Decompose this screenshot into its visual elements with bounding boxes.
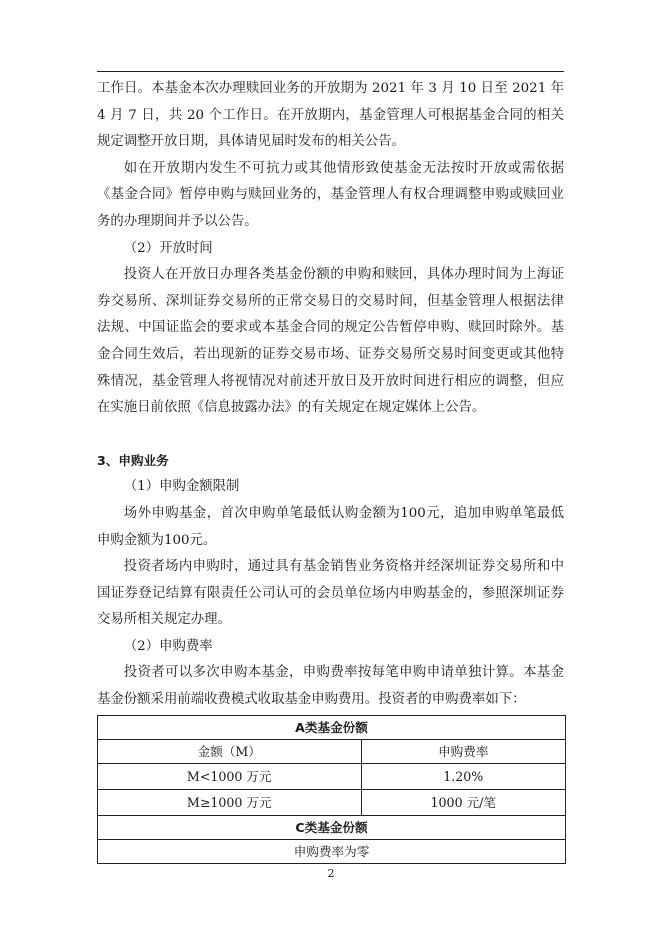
col-amount-header: 金额（M） [98,739,362,763]
section-3-heading: 3、申购业务 [97,452,169,468]
section-gap [97,422,564,448]
paragraph-open-time: 投资人在开放日办理各类基金份额的申购和赎回，具体办理时间为上海证券交易所、深圳证券交易所的正常交易日的交易时间，但基金管理人根据法律法规、中国证监会的要求或本基金合同的规定公告暂停申购、赎回时除外。基金合同生效后，若出现新的证券交易市场、证券交易所交易时间变更或其他特殊情况，基金管理人将视情况对前述开放日及开放时间进行相应的调整，但应在实施日前依照《信息披露办法》的有关规定在规定媒体上公告。 [97,267,564,416]
document-body [97,76,564,864]
col-rate-header: 申购费率 [361,739,565,763]
paragraph-fee: 投资者可以多次申购本基金，申购费率按每笔申购申请单独计算。本基金基金份额采用前端收费模式收取基金申购费用。投资者的申购费率如下： [97,665,564,708]
rate-cell: 1.20% [361,763,565,789]
amount-cell: M<1000 万元 [98,763,362,789]
class-c-title: C类基金份额 [98,815,566,839]
open-time-label: （2）开放时间 [123,240,213,256]
limit-label: （1）申购金额限制 [123,479,240,495]
amount-cell: M≥1000 万元 [98,789,362,815]
class-a-title: A类基金份额 [98,715,566,739]
table-row [98,763,566,789]
paragraph-limit-offsite: 场外申购基金，首次申购单笔最低认购金额为100元，追加申购单笔最低申购金额为100元。 [97,505,564,548]
paragraph-open-period: 工作日。本基金本次办理赎回业务的开放期为 2021 年 3 月 10 日至 2021 年 4 月 7 日，共 20 个工作日。在开放期内，基金管理人可根据基金合同的相关规定调整开放日期，具体请见届时发布的相关公告。 [97,81,564,150]
fee-label: （2）申购费率 [123,638,213,654]
table-row [98,789,566,815]
header-rule [97,71,564,72]
fee-table [97,715,566,864]
page-number: 2 [327,867,335,880]
rate-cell: 1000 元/笔 [361,789,565,815]
class-c-rate: 申购费率为零 [98,839,566,863]
paragraph-limit-onsite: 投资者场内申购时，通过具有基金销售业务资格并经深圳证券交易所和中国证券登记结算有限责任公司认可的会员单位场内申购基金的，参照深圳证券交易所相关规定办理。 [97,559,564,628]
paragraph-force-majeure: 如在开放期内发生不可抗力或其他情形致使基金无法按时开放或需依据《基金合同》暂停申购与赎回业务的，基金管理人有权合理调整申购或赎回业务的办理期间并予以公告。 [97,160,564,229]
